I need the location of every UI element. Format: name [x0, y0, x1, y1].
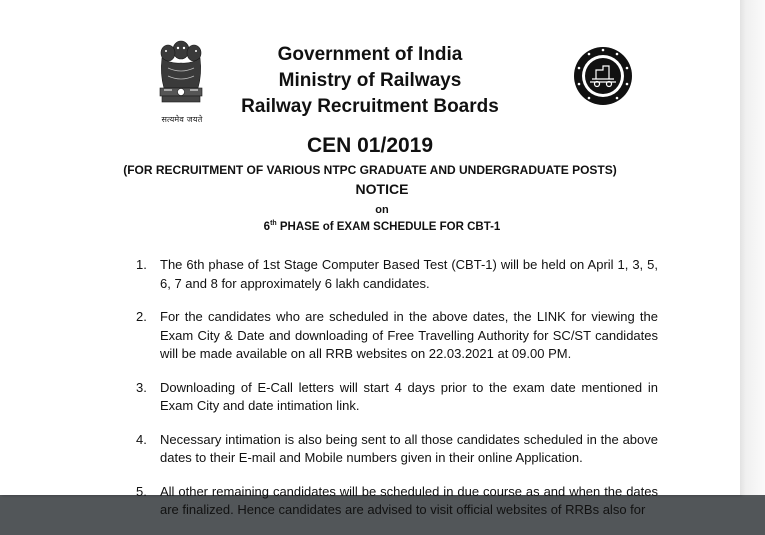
- list-item-text: For the candidates who are scheduled in the above dates, the LINK for viewing the Exam City & Date and downloading of Free Travelling Authority for SC/ST candidates will be made available on all RRB websites on 22.03.2021 at 09.00 PM.: [160, 309, 658, 361]
- phase-ordinal: th: [270, 220, 277, 227]
- recruitment-subtitle: (FOR RECRUITMENT OF VARIOUS NTPC GRADUATE AND UNDERGRADUATE POSTS): [123, 163, 617, 177]
- list-item: [136, 256, 658, 293]
- list-item-text: Downloading of E-Call letters will start 4 days prior to the exam date mentioned in Exam City and date intimation link.: [160, 379, 658, 413]
- on-label: on: [375, 204, 389, 216]
- list-item-text: Necessary intimation is also being sent to all those candidates scheduled in the above dates to their E-mail and Mobile numbers given in their online Application.: [160, 431, 658, 465]
- list-item-text: All other remaining candidates will be scheduled in due course as and when the dates are finalized. Hence candidates are advised to visit official websites of RRBs also for: [160, 483, 658, 517]
- list-item-number: 4.: [136, 431, 147, 447]
- phase-number: 6: [263, 220, 271, 233]
- list-item-number: 5.: [136, 483, 147, 499]
- notice-list: [136, 256, 658, 535]
- header-ministry: Ministry of Railways: [278, 70, 462, 91]
- emblem-motto: सत्यमेव जयते: [161, 115, 203, 124]
- header-boards: Railway Recruitment Boards: [241, 96, 499, 117]
- phase-heading: [12, 220, 752, 233]
- list-item-text: The 6th phase of 1st Stage Computer Based Test (CBT-1) will be held on April 1, 3, 5, 6, 7 and 8 for approximately 6 lakh candidates.: [160, 257, 658, 291]
- list-item-number: 3.: [136, 379, 147, 395]
- list-item: [136, 483, 658, 520]
- phase-title: PHASE of EXAM SCHEDULE FOR CBT-1: [276, 220, 501, 233]
- cen-number: CEN 01/2019: [306, 134, 434, 157]
- notice-heading: NOTICE: [355, 181, 409, 197]
- list-item: [136, 379, 658, 416]
- list-item: [136, 308, 658, 364]
- list-item: [136, 431, 658, 468]
- header-government: Government of India: [277, 44, 463, 65]
- list-item-number: 2.: [136, 309, 147, 324]
- viewer-scroll-edge[interactable]: [740, 0, 765, 495]
- list-item-number: 1.: [136, 257, 147, 272]
